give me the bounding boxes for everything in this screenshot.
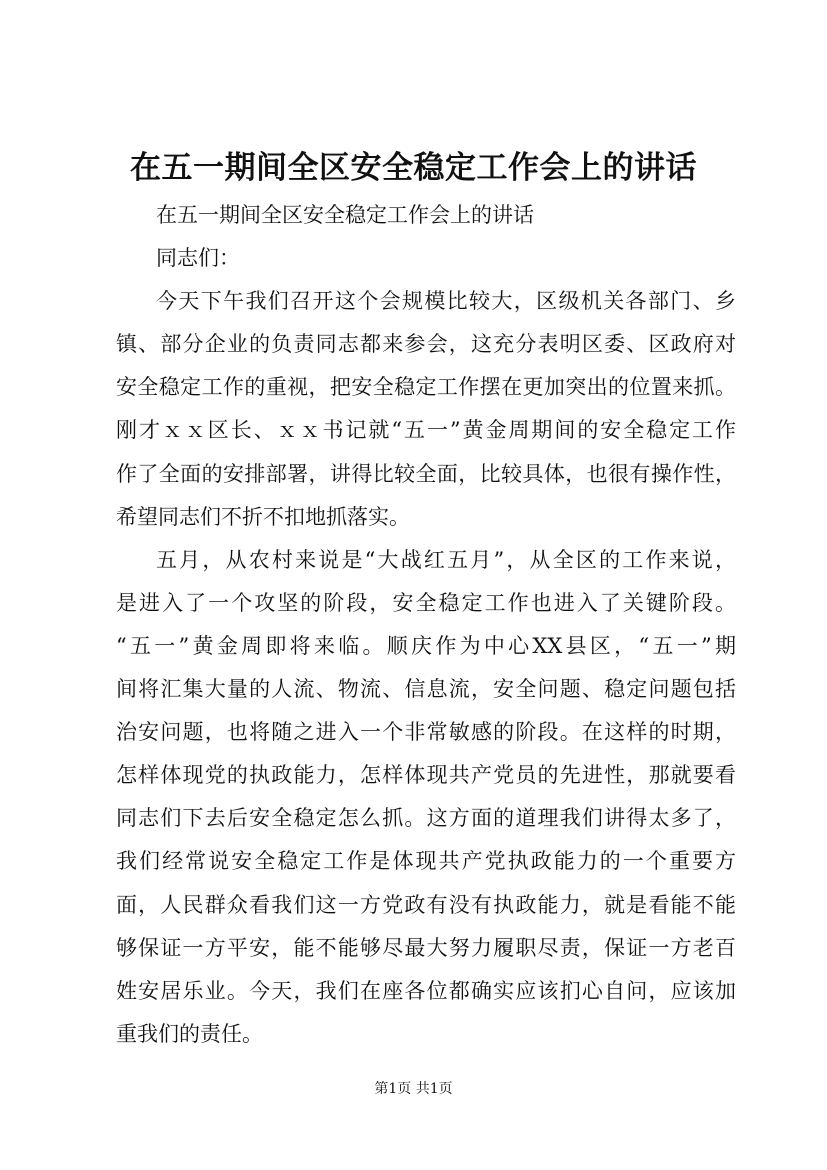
page-footer: 第1页 共1页 xyxy=(374,1081,453,1097)
paragraph-line: 希望同志们不折不扣地抓落实。 xyxy=(116,504,410,529)
paragraph-2 xyxy=(116,539,736,1056)
document-subtitle: 在五一期间全区安全稳定工作会上的讲话 xyxy=(156,203,534,227)
paragraph-line: 今天下午我们召开这个会规模比较大，区级机关各部门、乡 xyxy=(156,289,736,314)
paragraph-line: 我们经常说安全稳定工作是体现共产党执政能力的一个重要方 xyxy=(116,849,736,874)
paragraph-line: 重我们的责任。 xyxy=(116,1021,263,1046)
paragraph-line: 刚才ｘｘ区长、ｘｘ书记就“五一”黄金周期间的安全稳定工作 xyxy=(116,418,736,443)
paragraph-line: “五一”黄金周即将来临。顺庆作为中心XX县区，“五一”期 xyxy=(116,633,736,658)
paragraph-line: 作了全面的安排部署，讲得比较全面，比较具体，也很有操作性， xyxy=(116,461,736,486)
paragraph-line: 间将汇集大量的人流、物流、信息流，安全问题、稳定问题包括 xyxy=(116,677,736,702)
salutation: 同志们： xyxy=(156,246,240,271)
paragraph-1 xyxy=(116,280,736,539)
document-body xyxy=(116,194,736,1056)
paragraph-line: 怎样体现党的执政能力，怎样体现共产党员的先进性，那就要看 xyxy=(116,763,736,788)
paragraph-line: 安全稳定工作的重视，把安全稳定工作摆在更加突出的位置来抓。 xyxy=(116,375,736,400)
document-title: 在五一期间全区安全稳定工作会上的讲话 xyxy=(130,150,697,186)
paragraph-line: 面，人民群众看我们这一方党政有没有执政能力，就是看能不能 xyxy=(116,892,736,917)
paragraph-line: 镇、部分企业的负责同志都来参会，这充分表明区委、区政府对 xyxy=(116,332,736,357)
paragraph-line: 是进入了一个攻坚的阶段，安全稳定工作也进入了关键阶段。 xyxy=(116,590,736,615)
paragraph-line: 同志们下去后安全稳定怎么抓。这方面的道理我们讲得太多了， xyxy=(116,806,736,831)
paragraph-line: 姓安居乐业。今天，我们在座各位都确实应该扪心自问，应该加 xyxy=(116,978,736,1003)
paragraph-line: 治安问题，也将随之进入一个非常敏感的阶段。在这样的时期， xyxy=(116,720,736,745)
paragraph-line: 五月，从农村来说是“大战红五月”，从全区的工作来说， xyxy=(156,547,736,572)
paragraph-line: 够保证一方平安，能不能够尽最大努力履职尽责，保证一方老百 xyxy=(116,935,736,960)
